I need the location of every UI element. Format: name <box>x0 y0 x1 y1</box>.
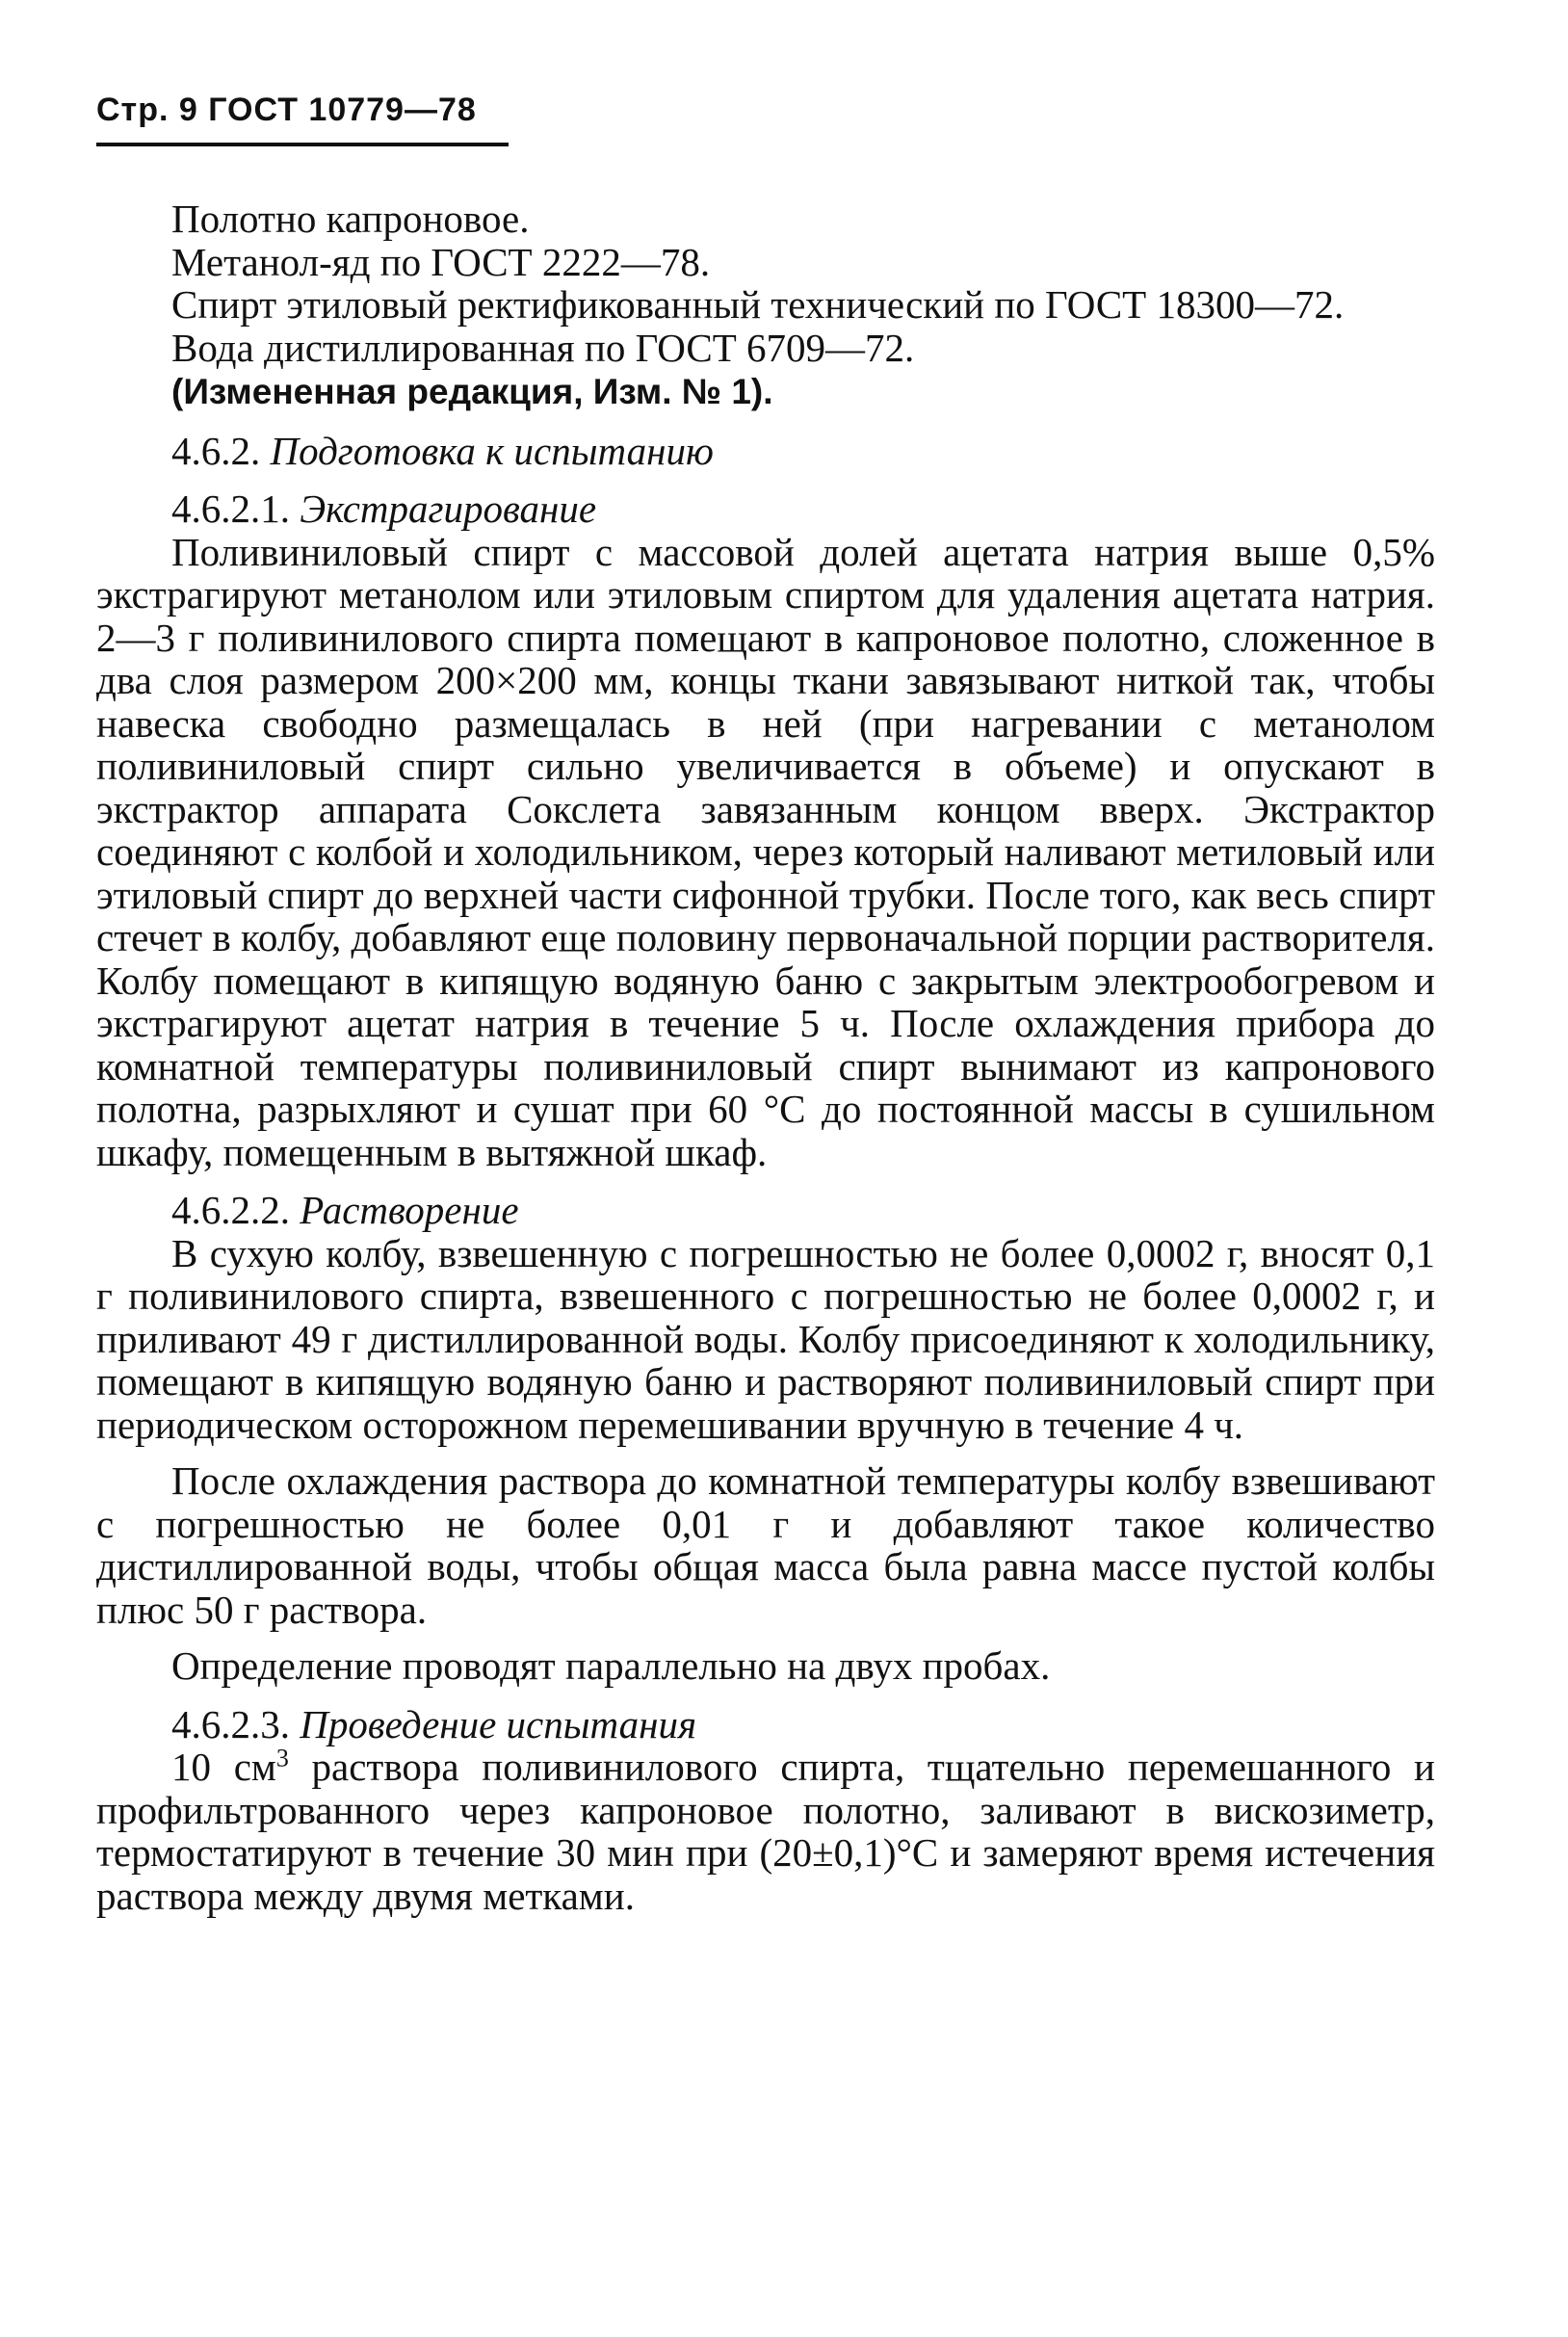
text-fragment: 10 см <box>171 1745 276 1789</box>
section-heading-4-6-2-3 <box>96 1703 1435 1746</box>
section-heading-4-6-2-1 <box>96 487 1435 531</box>
section-heading-4-6-2-2 <box>96 1189 1435 1232</box>
paragraph-dissolution: Определение проводят параллельно на двух пробах. <box>171 1643 1051 1688</box>
amendment-text: (Измененная редакция, Изм. № 1). <box>171 372 773 411</box>
material-item: Вода дистиллированная по ГОСТ 6709—72. <box>171 325 915 370</box>
paragraph-dissolution: После охлаждения раствора до комнатной температуры колбу взвешивают с погрешностью не более 0,01 г и добавляют такое количество дистиллированной воды, чтобы общая масса была равна массе пустой колбы плюс 50 г раствора. <box>96 1458 1435 1632</box>
material-item: Полотно капроновое. <box>171 197 530 241</box>
paragraph-test-procedure <box>96 1746 1435 1917</box>
section-number: 4.6.2.2. <box>171 1188 290 1232</box>
material-item: Спирт этиловый ректификованный технический по ГОСТ 18300—72. <box>171 282 1345 327</box>
material-item: Метанол-яд по ГОСТ 2222—78. <box>171 239 711 284</box>
running-header: Стр. 9 ГОСТ 10779—78 <box>96 92 477 128</box>
section-number: 4.6.2.3. <box>171 1701 290 1746</box>
amendment-note <box>96 369 1435 414</box>
paragraph-dissolution: В сухую колбу, взвешенную с погрешностью не более 0,0002 г, вносят 0,1 г поливинилового спирта, взвешенного с погрешностью не более 0,0002 г, и приливают 49 г дистиллированной воды. Колбу присоединяют к холодильнику, помещают в кипящую водяную баню и растворяют поливиниловый спирт при периодическом осторожном перемешивании вручную в течение 4 ч. <box>96 1230 1435 1447</box>
header-rule <box>96 143 509 146</box>
section-number: 4.6.2. <box>171 428 261 473</box>
document-body <box>96 197 1435 1917</box>
paragraph-extraction: Поливиниловый спирт с массовой долей ацетата натрия выше 0,5% экстрагируют метанолом или этиловым спиртом для удаления ацетата натрия. 2—3 г поливинилового спирта помещают в капроновое полотно, сложенное в два слоя размером 200×200 мм, концы ткани завязывают ниткой так, чтобы навеска свободно размещалась в ней (при нагревании с метанолом поливиниловый спирт сильно увеличивается в объеме) и опускают в экстрактор аппарата Сокслета завязанным концом вверх. Экстрактор соединяют с колбой и холодильником, через который наливают метиловый или этиловый спирт до верхней части сифонной трубки. После того, как весь спирт стечет в колбу, добавляют еще половину первоначальной порции растворителя. Колбу помещают в кипящую водяную баню с закрытым электрообогревом и экстрагируют ацетат натрия в течение 5 ч. После охлаждения прибора до комнатной температуры поливиниловый спирт вынимают из капронового полотна, разрыхляют и сушат при 60 °С до постоянной массы в сушильном шкафу, помещенным в вытяжной шкаф. <box>96 529 1435 1174</box>
section-heading-4-6-2 <box>96 430 1435 473</box>
section-title: Проведение испытания <box>300 1701 697 1746</box>
text-fragment: раствора поливинилового спирта, тщательно перемешанного и профильтрованного через капроновое полотно, заливают в вискозиметр, термостатируют в течение 30 мин при (20±0,1)°С и замеряют время истечения раствора между двумя метками. <box>96 1745 1435 1918</box>
section-title: Подготовка к испытанию <box>270 428 714 473</box>
section-title: Растворение <box>300 1188 519 1232</box>
section-title: Экстрагирование <box>300 486 597 531</box>
superscript: 3 <box>275 1744 289 1772</box>
section-number: 4.6.2.1. <box>171 486 290 531</box>
